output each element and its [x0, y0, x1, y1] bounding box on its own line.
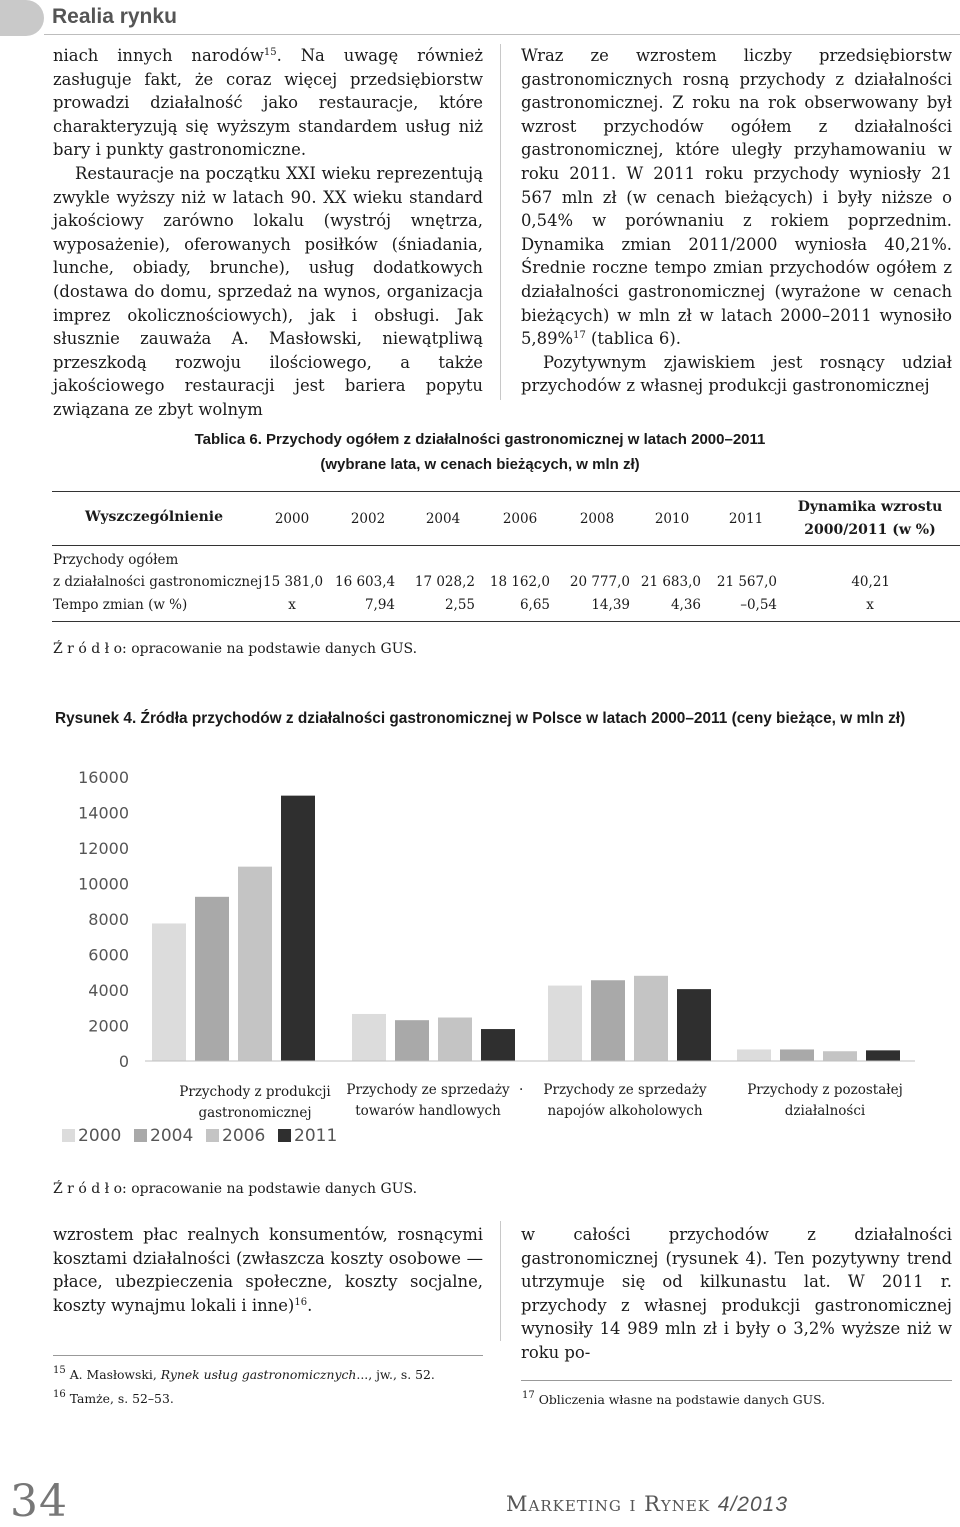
bar-2004	[395, 1020, 429, 1061]
bar-2004	[591, 980, 625, 1061]
legend-label: 2006	[222, 1126, 266, 1146]
paragraph: Wraz ze wzrostem liczby przedsiębiorstw gastronomicznych rosną przychody z działalności gastronomicznej. Z roku na rok obserwowany był wzrost przychodów ogółem z działalności gastronomicznej, które uległy przyhamowaniu w roku 2011. W 2011 roku przychody wyniosły 21 567 mln zł (w cenach bieżących) i były niższe o 0,54% w porównaniu z rokiem poprzednim. Dynamika zmian 2011/2000 wyniosła 40,21%. Średnie roczne tempo zmian przychodów ogółem z działalności gastronomicznej (wyrażone w cenach bieżących) w mln zł w latach 2000–2011 wynosiło 5,89%$^{17}$ (tablica 6).	[521, 46, 952, 349]
footnote-rule	[521, 1380, 952, 1381]
table-caption-line-2: (wybrane lata, w cenach bieżących, w mln zł)	[320, 456, 640, 473]
bar-2006	[634, 976, 668, 1061]
footnote-15: $^{15}$ A. Masłowski, Rynek usług gastronomicznych..., jw., s. 52.	[53, 1365, 435, 1382]
bar-2000	[737, 1049, 771, 1061]
y-tick-label: 2000	[88, 1016, 129, 1036]
section-tab-shape	[0, 0, 44, 36]
cell-value: 18 162,0	[489, 574, 550, 590]
bar-2000	[548, 986, 582, 1061]
legend	[62, 1126, 337, 1146]
bar-2004	[780, 1049, 814, 1061]
table-header-year: 2006	[502, 511, 538, 527]
cell-value: 7,94	[364, 597, 395, 613]
table-top-rule	[52, 491, 960, 492]
right-column-bottom	[521, 1223, 952, 1365]
row-label: Tempo zmian (w %)	[53, 597, 188, 613]
left-column-bottom	[53, 1223, 483, 1317]
bar-2011	[481, 1029, 515, 1061]
cell-value: 40,21	[851, 574, 890, 590]
cell-value: 14,39	[591, 597, 630, 613]
cell-value: 15 381,0	[263, 574, 324, 590]
table-source: Ź r ó d ł o: opracowanie na podstawie danych GUS.	[53, 641, 418, 657]
category-label: Przychody ze sprzedaży towarów handlowych	[346, 1082, 510, 1119]
legend-swatch	[134, 1129, 147, 1142]
bars	[152, 796, 900, 1061]
footnote-ref[interactable]: 16	[294, 1296, 308, 1308]
legend-label: 2004	[150, 1126, 194, 1146]
y-tick-label: 8000	[88, 910, 129, 929]
right-column-top	[521, 44, 952, 398]
table-header-dynamics: Dynamika wzrostu	[797, 499, 943, 515]
column-divider	[500, 44, 501, 400]
table-header-year: 2004	[425, 511, 461, 527]
paragraph: w całości przychodów z działalności gastronomicznej (rysunek 4). Ten pozytywny trend utrzymuje się od kilkunastu lat. W 2011 r. przychody z własnej produkcji gastronomicznej wynosiły 14 989 mln zł i były o 3,2% wyższe niż w roku po-	[521, 1225, 952, 1362]
cell-value: 17 028,2	[414, 574, 475, 590]
legend-swatch	[278, 1129, 291, 1142]
bar-2006	[823, 1051, 857, 1061]
paragraph: Pozytywnym zjawiskiem jest rosnący udział przychodów z własnej produkcji gastronomicznej	[521, 352, 952, 396]
legend-label: 2011	[294, 1126, 338, 1146]
y-tick-label: 4000	[88, 981, 129, 1000]
footnote-17: $^{17}$ Obliczenia własne na podstawie danych GUS.	[522, 1390, 826, 1407]
category-label: Przychody z produkcji gastronomicznej	[179, 1084, 331, 1121]
category-label: Przychody z pozostałej działalności	[747, 1082, 903, 1119]
cell-value: 21 567,0	[716, 574, 777, 590]
paragraph: wzrostem płac realnych konsumentów, rosnącymi kosztami działalności (zwłaszcza koszty osobowe — płace, ubezpieczenia społeczne, koszty socjalne, koszty wynajmu lokali i inne)$^{16}$.	[53, 1225, 483, 1315]
y-tick-label: 14000	[78, 803, 129, 823]
row-label: Przychody ogółem	[53, 552, 179, 568]
y-tick-label: 0	[118, 1052, 129, 1071]
bar-2011	[866, 1050, 900, 1061]
table-bottom-rule	[52, 621, 960, 622]
bar-2011	[677, 989, 711, 1061]
left-column-top	[53, 44, 483, 422]
y-tick-label: 10000	[78, 874, 129, 894]
bar-2011	[281, 796, 315, 1061]
header-rule	[44, 34, 960, 35]
cell-value: 4,36	[670, 597, 701, 613]
cell-value: 20 777,0	[569, 574, 630, 590]
table-header-rule	[52, 545, 960, 546]
legend-swatch	[206, 1129, 219, 1142]
footnote-16: $^{16}$ Tamże, s. 52–53.	[53, 1389, 174, 1406]
footnote-ref[interactable]: 15	[263, 47, 277, 58]
bar-2004	[195, 897, 229, 1061]
legend-swatch	[62, 1129, 75, 1142]
paragraph: niach innych narodów$^{15}$. Na uwagę również zasługuje fakt, że coraz więcej przedsiębiorstw prowadzi działalność jako restauracje, które charakteryzują się wyższym standardem usług niż bary i punkty gastronomiczne.	[53, 46, 483, 160]
footnote-rule	[53, 1355, 483, 1356]
journal-footer: Marketing i Rynek 4/2013	[506, 1492, 789, 1516]
table-caption	[0, 427, 960, 477]
bar-2006	[238, 867, 272, 1061]
paragraph: Restauracje na początku XXI wieku reprezentują zwykle wyższy niż w latach 90. XX wieku standard jakościowy zarówno lokalu (wystrój wnętrza, wyposażenie), oferowanych posiłków (śniadania, lunche, obiady, brunche), usług dodatkowych (dostawa do domu, sprzedaż na wynos, organizacja imprez okolicznościowych), jak i obsługi. Jak słusznie zauważa A. Masłowski, niewątpliwą przeszkodą rozwoju ilościowego, a także jakościowego restauracji jest bariera popytu związana ze zbyt wolnym	[53, 163, 483, 419]
table-caption-line-1: Tablica 6. Przychody ogółem z działalności gastronomicznej w latach 2000–2011	[194, 431, 766, 448]
category-dot: .	[519, 1078, 524, 1094]
legend-label: 2000	[78, 1126, 122, 1146]
bar-2000	[352, 1014, 386, 1061]
cell-value: –0,54	[740, 597, 777, 613]
bar-2000	[152, 923, 186, 1061]
section-title: Realia rynku	[52, 5, 177, 28]
table-header-year: 2011	[728, 511, 764, 527]
column-divider	[500, 1221, 501, 1341]
table-header-year: 2002	[350, 511, 386, 527]
cell-value: 16 603,4	[335, 574, 396, 590]
bar-2006	[438, 1018, 472, 1061]
cell-value: 2,55	[444, 597, 475, 613]
y-tick-label: 12000	[78, 839, 129, 858]
page-number: 34	[10, 1476, 68, 1527]
table-header-year: 2000	[274, 511, 310, 527]
footnote-ref[interactable]: 17	[573, 330, 586, 342]
cell-value: x	[288, 597, 296, 613]
cell-value: x	[866, 597, 874, 613]
table-header-year: 2008	[579, 511, 615, 527]
table-header-first: Wyszczególnienie	[85, 509, 224, 525]
row-label: z działalności gastronomicznej	[53, 574, 263, 590]
table-header-dynamics-sub: 2000/2011 (w %)	[804, 522, 936, 538]
cell-value: 21 683,0	[640, 574, 701, 590]
category-label: Przychody ze sprzedaży napojów alkoholowych	[543, 1082, 707, 1119]
y-tick-label: 6000	[88, 945, 129, 965]
table-header-year: 2010	[654, 511, 690, 527]
figure-caption: Rysunek 4. Źródła przychodów z działalności gastronomicznej w Polsce w latach 2000–2011 (ceny bieżące, w mln zł)	[55, 710, 906, 727]
cell-value: 6,65	[519, 597, 550, 613]
y-tick-label: 16000	[78, 768, 129, 787]
figure-source: Ź r ó d ł o: opracowanie na podstawie danych GUS.	[53, 1181, 418, 1197]
y-axis-ticks	[78, 768, 129, 1071]
